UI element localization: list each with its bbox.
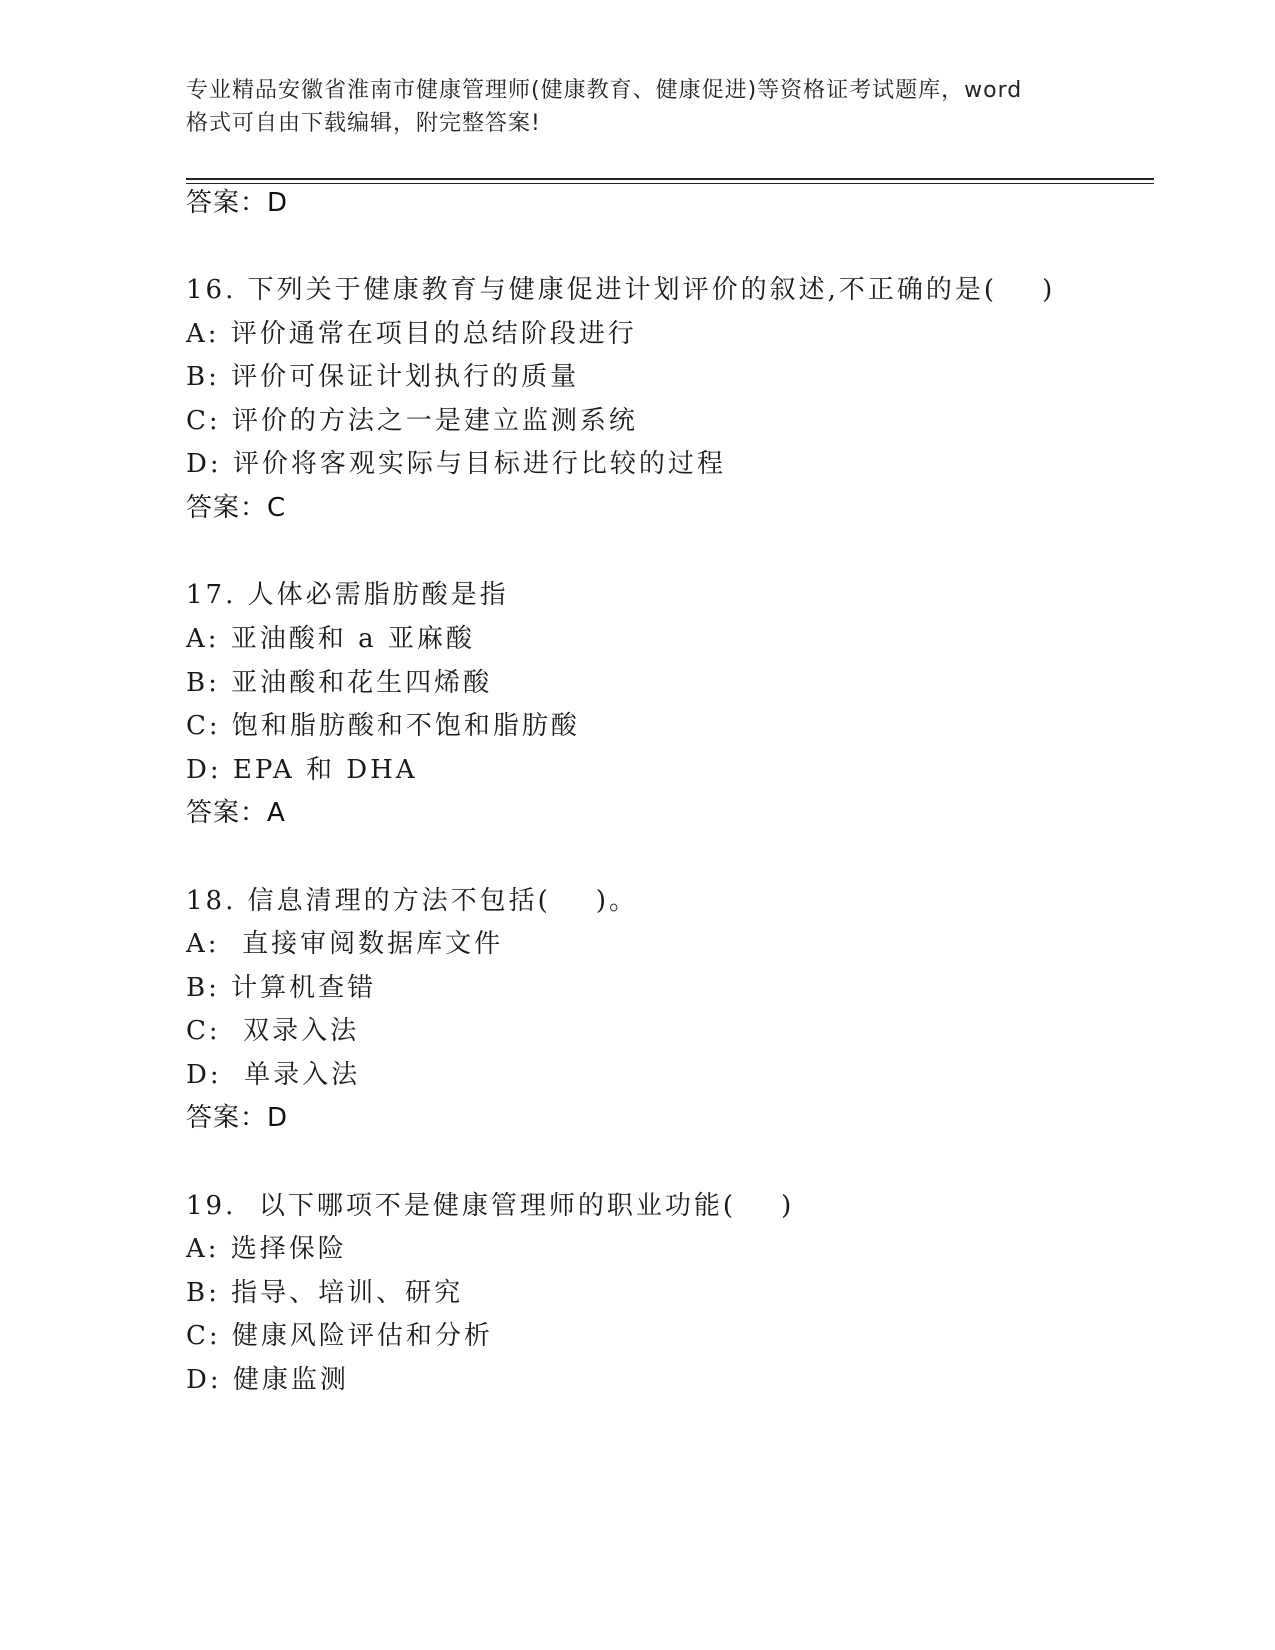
question-18-option-a: A: 直接审阅数据库文件: [186, 929, 504, 959]
question-18-option-b: B: 计算机查错: [186, 973, 377, 1003]
question-17-option-d: D: EPA 和 DHA: [186, 755, 418, 785]
question-16-answer: 答案：C: [186, 493, 287, 523]
question-16-stem: 16. 下列关于健康教育与健康促进计划评价的叙述,不正确的是( ): [186, 275, 1056, 305]
question-16-option-d: D: 评价将客观实际与目标进行比较的过程: [186, 449, 726, 479]
question-19-stem: 19. 以下哪项不是健康管理师的职业功能( ): [186, 1191, 795, 1221]
question-19-option-b: B: 指导、培训、研究: [186, 1278, 464, 1308]
header-rule-thick: [186, 178, 1154, 180]
question-16-option-c: C: 评价的方法之一是建立监测系统: [186, 406, 638, 436]
question-17-stem: 17. 人体必需脂肪酸是指: [186, 580, 509, 610]
header-line-1: 专业精品安徽省淮南市健康管理师(健康教育、健康促进)等资格证考试题库，word: [186, 78, 1023, 103]
question-18-option-d: D: 单录入法: [186, 1060, 361, 1090]
question-18-answer: 答案：D: [186, 1103, 289, 1133]
question-17-option-a: A: 亚油酸和 a 亚麻酸: [186, 624, 475, 654]
question-16-option-a: A: 评价通常在项目的总结阶段进行: [186, 319, 637, 349]
question-19-option-c: C: 健康风险评估和分析: [186, 1321, 493, 1351]
header-rule-thin: [186, 183, 1154, 184]
question-19-option-a: A: 选择保险: [186, 1234, 347, 1264]
question-19-option-d: D: 健康监测: [186, 1365, 349, 1395]
question-18-option-c: C: 双录入法: [186, 1016, 360, 1046]
document-header: [186, 74, 1086, 140]
question-17-option-c: C: 饱和脂肪酸和不饱和脂肪酸: [186, 711, 580, 741]
header-line-2: 格式可自由下载编辑，附完整答案!: [186, 111, 541, 136]
question-17-answer: 答案：A: [186, 798, 286, 828]
question-18-stem: 18. 信息清理的方法不包括( )。: [186, 886, 638, 916]
question-16-option-b: B: 评价可保证计划执行的质量: [186, 362, 580, 392]
question-17-option-b: B: 亚油酸和花生四烯酸: [186, 668, 493, 698]
answer-prev: 答案：D: [186, 188, 289, 218]
